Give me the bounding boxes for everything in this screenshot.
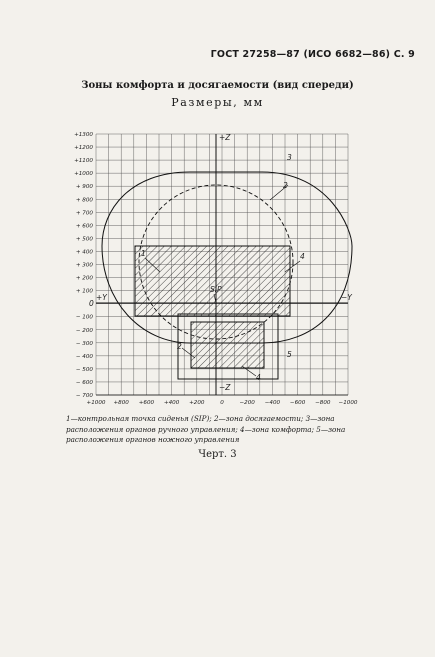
y-tick-label: −400	[264, 400, 281, 406]
comfort-zone	[135, 246, 290, 316]
y-tick-label: +200	[189, 400, 205, 406]
z-tick-label: + 600	[75, 223, 93, 230]
y-tick-label: −200	[239, 400, 255, 406]
z-tick-label: + 300	[75, 262, 93, 269]
y-tick-label: −800	[315, 400, 331, 406]
z-tick-label: − 300	[75, 340, 93, 347]
y-tick-label: +800	[113, 400, 129, 406]
z-tick-label: + 200	[75, 275, 93, 282]
z-tick-label: − 100	[75, 314, 93, 321]
z-tick-label: +1200	[74, 145, 93, 152]
page-header: ГОСТ 27258—87 (ИСО 6682—86) С. 9	[210, 49, 415, 60]
z-tick-label: +1300	[74, 132, 93, 138]
zone-number-1: 1	[141, 249, 146, 258]
z-axis-tick-labels	[74, 132, 93, 399]
figure-caption	[66, 414, 386, 446]
caption-line: 1—контрольная точка сиденья (SIP); 2—зона досягаемости; 3—зона	[66, 414, 335, 423]
y-axis-tick-labels	[87, 400, 358, 406]
z-tick-label: − 200	[75, 327, 93, 334]
caption-line: расположения органов ножного управления	[66, 435, 240, 444]
y-tick-label: +600	[138, 400, 155, 406]
page-subtitle: Размеры, мм	[171, 96, 264, 109]
label-minus-z: −Z	[219, 383, 231, 392]
zone-number-4b: 4	[256, 373, 261, 382]
zone-number-3: 3	[287, 153, 292, 162]
z-tick-label: + 100	[75, 288, 93, 295]
z-tick-label: + 500	[75, 236, 93, 243]
z-tick-label: +1100	[74, 158, 93, 165]
zone-number-5: 5	[287, 350, 292, 359]
page-title: Зоны комфорта и досягаемости (вид спереди)	[81, 80, 354, 91]
z-tick-label: − 500	[75, 366, 93, 373]
zone-number-2b: 2	[177, 342, 182, 351]
z-tick-label: + 900	[75, 184, 93, 191]
y-tick-label: +1000	[86, 400, 106, 406]
y-tick-label: 0	[220, 400, 224, 406]
label-origin: 0	[89, 299, 94, 308]
figure-label: Черт. 3	[198, 449, 237, 460]
label-minus-y: −Y	[341, 293, 352, 302]
label-plus-z: +Z	[219, 133, 231, 142]
z-tick-label: + 400	[75, 249, 93, 256]
foot-controls-zone	[191, 322, 264, 368]
z-tick-label: − 700	[75, 393, 93, 399]
label-plus-y: +Y	[96, 293, 107, 302]
z-tick-label: + 800	[75, 197, 93, 204]
z-tick-label: − 400	[75, 353, 93, 360]
y-tick-label: −1000	[338, 400, 358, 406]
label-sip: SIP	[210, 285, 222, 294]
z-tick-label: +1000	[74, 171, 93, 178]
z-tick-label: + 700	[75, 210, 93, 217]
caption-line: расположения органов ручного управления; 4—зона комфорта; 5—зона	[66, 424, 346, 434]
y-tick-label: −600	[289, 400, 306, 406]
y-tick-label: +400	[163, 400, 180, 406]
z-tick-label: − 600	[75, 379, 93, 386]
zone-number-4: 4	[300, 252, 305, 261]
zone-number-2: 2	[283, 181, 288, 190]
